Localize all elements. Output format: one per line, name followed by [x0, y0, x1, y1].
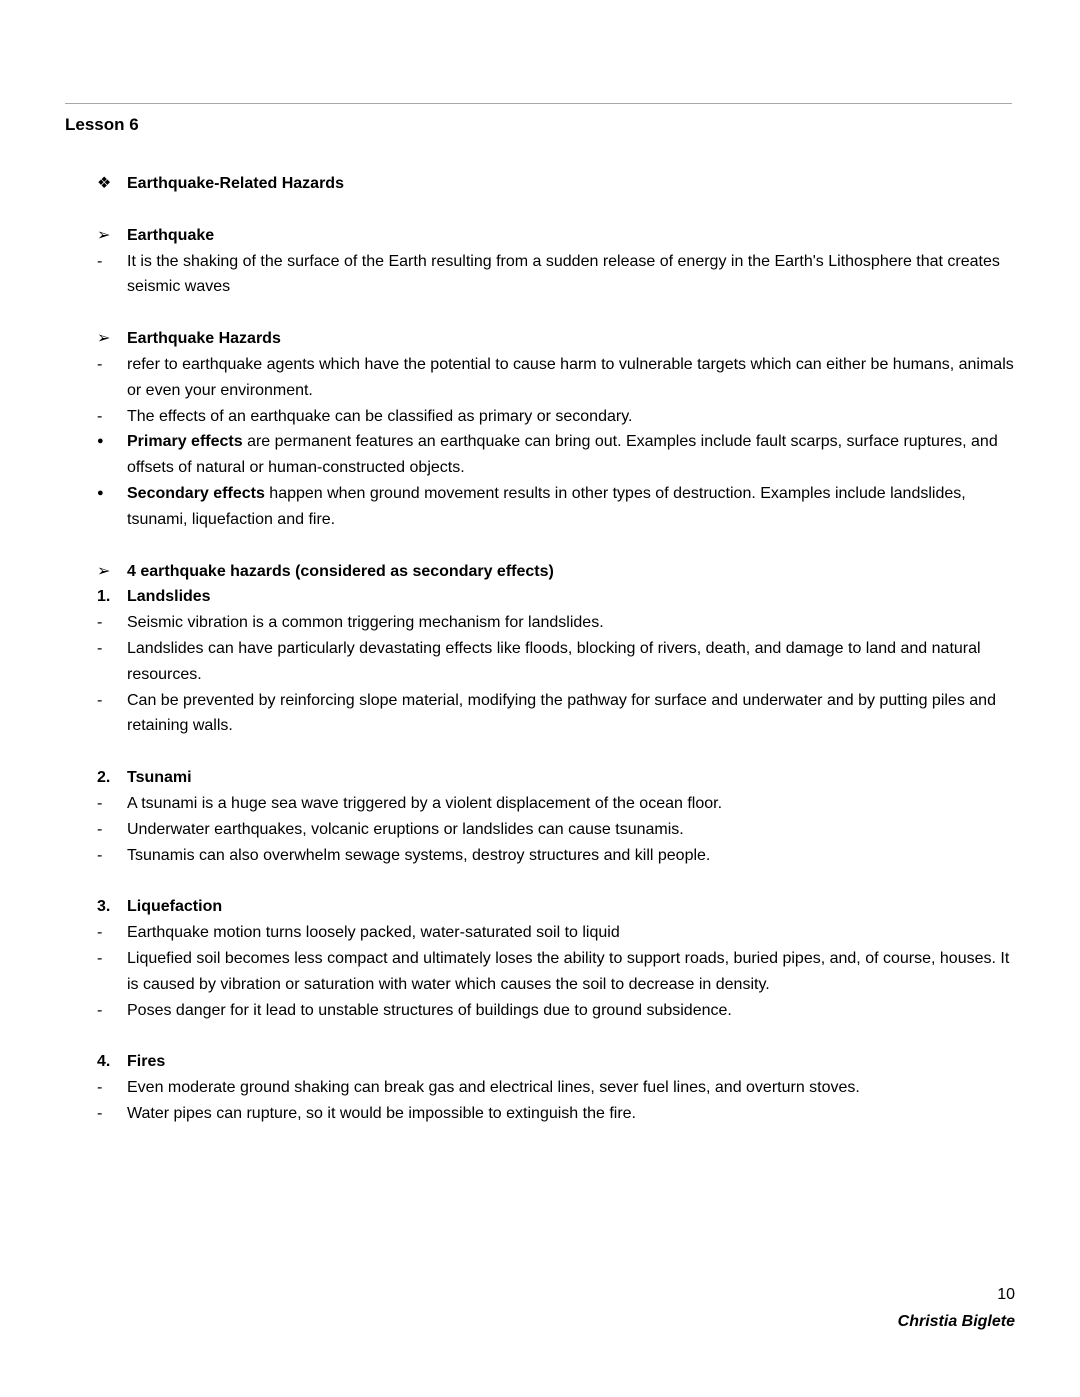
list-item-text: The effects of an earthquake can be classified as primary or secondary. — [127, 407, 633, 425]
item-title: Fires — [127, 1053, 166, 1071]
item-number: 1. — [97, 588, 111, 606]
list-item-text: Seismic vibration is a common triggering mechanism for landslides. — [127, 614, 604, 632]
item-number: 3. — [97, 898, 111, 916]
list-item-text: refer to earthquake agents which have the potential to cause harm to vulnerable targets which can either be humans, animals or even your environment. — [127, 355, 1014, 399]
section-earthquake-heading — [97, 223, 1015, 249]
page-footer — [898, 1282, 1015, 1335]
item-title: Tsunami — [127, 769, 192, 787]
item-title: Landslides — [127, 588, 211, 606]
list-item-body: are permanent features an earthquake can bring out. Examples include fault scarps, surface ruptures, and offsets of natural or human-constructed objects. — [127, 433, 998, 477]
item-title: Liquefaction — [127, 898, 223, 916]
list-item-text — [127, 429, 1015, 481]
lesson-title: Lesson 6 — [65, 115, 139, 134]
spacer — [65, 533, 1015, 559]
arrow-bullet-icon: ➢ — [97, 562, 111, 580]
list-item-lead: Secondary effects — [127, 484, 265, 502]
earthquake-heading-text: Earthquake — [127, 226, 215, 244]
numbered-item-fires — [97, 1049, 1015, 1075]
numbered-item-landslides — [97, 584, 1015, 610]
list-item — [97, 817, 1015, 843]
list-item-text: Underwater earthquakes, volcanic eruptions or landslides can cause tsunamis. — [127, 820, 684, 838]
numbered-item-liquefaction — [97, 894, 1015, 920]
dash-bullet-icon: - — [97, 820, 103, 838]
list-item — [97, 481, 1015, 533]
list-item-text: Poses danger for it lead to unstable structures of buildings due to ground subsidence. — [127, 1001, 732, 1019]
arrow-bullet-icon: ➢ — [97, 226, 111, 244]
list-item — [97, 946, 1015, 998]
list-item — [97, 688, 1015, 740]
spacer — [65, 868, 1015, 894]
list-item-lead: Primary effects — [127, 433, 243, 451]
list-item-text: Even moderate ground shaking can break gas and electrical lines, sever fuel lines, and overturn stoves. — [127, 1079, 860, 1097]
numbered-item-tsunami — [97, 765, 1015, 791]
four-hazards-heading-text: 4 earthquake hazards (considered as secondary effects) — [127, 562, 554, 580]
dash-bullet-icon: - — [97, 1001, 103, 1019]
dash-bullet-icon: - — [97, 614, 103, 632]
dash-bullet-icon: - — [97, 407, 103, 425]
list-item — [97, 429, 1015, 481]
list-item-text: Water pipes can rupture, so it would be impossible to extinguish the fire. — [127, 1104, 636, 1122]
spacer — [65, 739, 1015, 765]
section-four-hazards-heading — [97, 559, 1015, 585]
item-number: 4. — [97, 1053, 111, 1071]
dash-bullet-icon: - — [97, 1104, 103, 1122]
item-number: 2. — [97, 769, 111, 787]
disc-bullet-icon: ● — [97, 486, 104, 499]
list-item — [97, 636, 1015, 688]
diamond-bullet-icon: ❖ — [97, 175, 112, 192]
list-item-text: Can be prevented by reinforcing slope material, modifying the pathway for surface and underwater and by putting piles and retaining walls. — [127, 691, 996, 735]
list-item — [97, 998, 1015, 1024]
list-item-text: A tsunami is a huge sea wave triggered by a violent displacement of the ocean floor. — [127, 794, 723, 812]
list-item — [97, 249, 1015, 301]
list-item — [97, 920, 1015, 946]
spacer — [65, 197, 1015, 223]
list-item-text — [127, 481, 1015, 533]
list-item — [97, 610, 1015, 636]
dash-bullet-icon: - — [97, 846, 103, 864]
list-item — [97, 1075, 1015, 1101]
list-item-text: Liquefied soil becomes less compact and ultimately loses the ability to support roads, buried pipes, and, of course, houses. It is caused by vibration or saturation with water which causes the soil to decrease in density. — [127, 949, 1010, 993]
dash-bullet-icon: - — [97, 355, 103, 373]
top-divider — [65, 103, 1012, 104]
spacer — [65, 138, 1015, 171]
spacer — [65, 1023, 1015, 1049]
list-item — [97, 791, 1015, 817]
list-item — [97, 843, 1015, 869]
author-name: Christia Biglete — [897, 1313, 1015, 1330]
arrow-bullet-icon: ➢ — [97, 330, 111, 348]
list-item-text: Landslides can have particularly devastating effects like floods, blocking of rivers, death, and damage to land and natural resources. — [127, 639, 981, 683]
dash-bullet-icon: - — [97, 924, 103, 942]
list-item — [97, 1101, 1015, 1127]
list-item-text: It is the shaking of the surface of the Earth resulting from a sudden release of energy in the Earth's Lithosphere that creates seismic waves — [127, 252, 1000, 296]
dash-bullet-icon: - — [97, 639, 103, 657]
disc-bullet-icon: ● — [97, 435, 104, 448]
section-earthquake-hazards-heading — [97, 326, 1015, 352]
list-item-body: happen when ground movement results in other types of destruction. Examples include landslides, tsunami, liquefaction and fire. — [127, 484, 966, 528]
section-main-heading — [97, 171, 1015, 197]
list-item-text: Tsunamis can also overwhelm sewage systems, destroy structures and kill people. — [127, 846, 711, 864]
dash-bullet-icon: - — [97, 691, 103, 709]
list-item — [97, 404, 1015, 430]
spacer — [65, 300, 1015, 326]
list-item-text: Earthquake motion turns loosely packed, water-saturated soil to liquid — [127, 924, 620, 942]
earthquake-hazards-heading-text: Earthquake Hazards — [127, 330, 281, 348]
main-heading-text: Earthquake-Related Hazards — [127, 175, 344, 192]
page-number: 10 — [997, 1286, 1015, 1303]
dash-bullet-icon: - — [97, 252, 103, 270]
dash-bullet-icon: - — [97, 794, 103, 812]
dash-bullet-icon: - — [97, 949, 103, 967]
dash-bullet-icon: - — [97, 1079, 103, 1097]
list-item — [97, 352, 1015, 404]
